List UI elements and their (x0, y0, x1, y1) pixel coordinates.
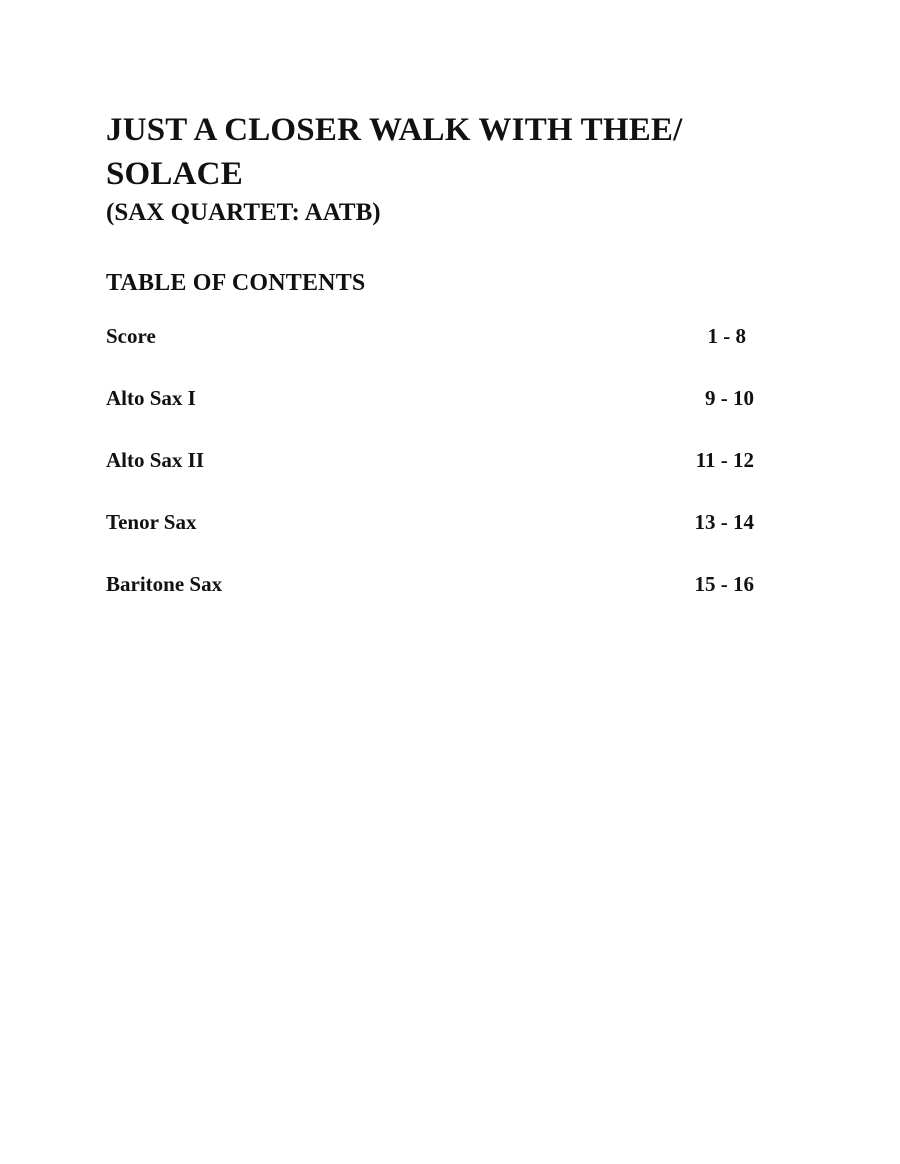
toc-heading: TABLE OF CONTENTS (106, 270, 366, 296)
toc-entry-tenor-sax (106, 508, 756, 570)
title-line-2: SOLACE (106, 156, 243, 192)
document-subtitle: (SAX QUARTET: AATB) (106, 199, 381, 226)
toc-entry-label: Alto Sax I (106, 386, 196, 410)
toc-entry-alto-sax-1 (106, 384, 756, 446)
document-title (106, 108, 826, 196)
toc-entry-baritone-sax (106, 570, 756, 632)
toc-entry-alto-sax-2 (106, 446, 756, 508)
toc-entry-label: Tenor Sax (106, 510, 197, 534)
toc-entry-pages: 15 - 16 (694, 572, 754, 596)
title-line-1: JUST A CLOSER WALK WITH THEE/ (106, 112, 683, 148)
toc-entry-pages: 9 - 10 (705, 386, 754, 410)
toc-entry-pages: 1 - 8 (707, 324, 746, 348)
toc-entry-label: Baritone Sax (106, 572, 223, 596)
toc-entry-label: Score (106, 324, 156, 348)
toc-entry-pages: 13 - 14 (694, 510, 754, 534)
toc-entry-pages: 11 - 12 (695, 448, 754, 472)
toc-entry-score (106, 322, 756, 384)
table-of-contents (106, 322, 756, 632)
toc-entry-label: Alto Sax II (106, 448, 205, 472)
